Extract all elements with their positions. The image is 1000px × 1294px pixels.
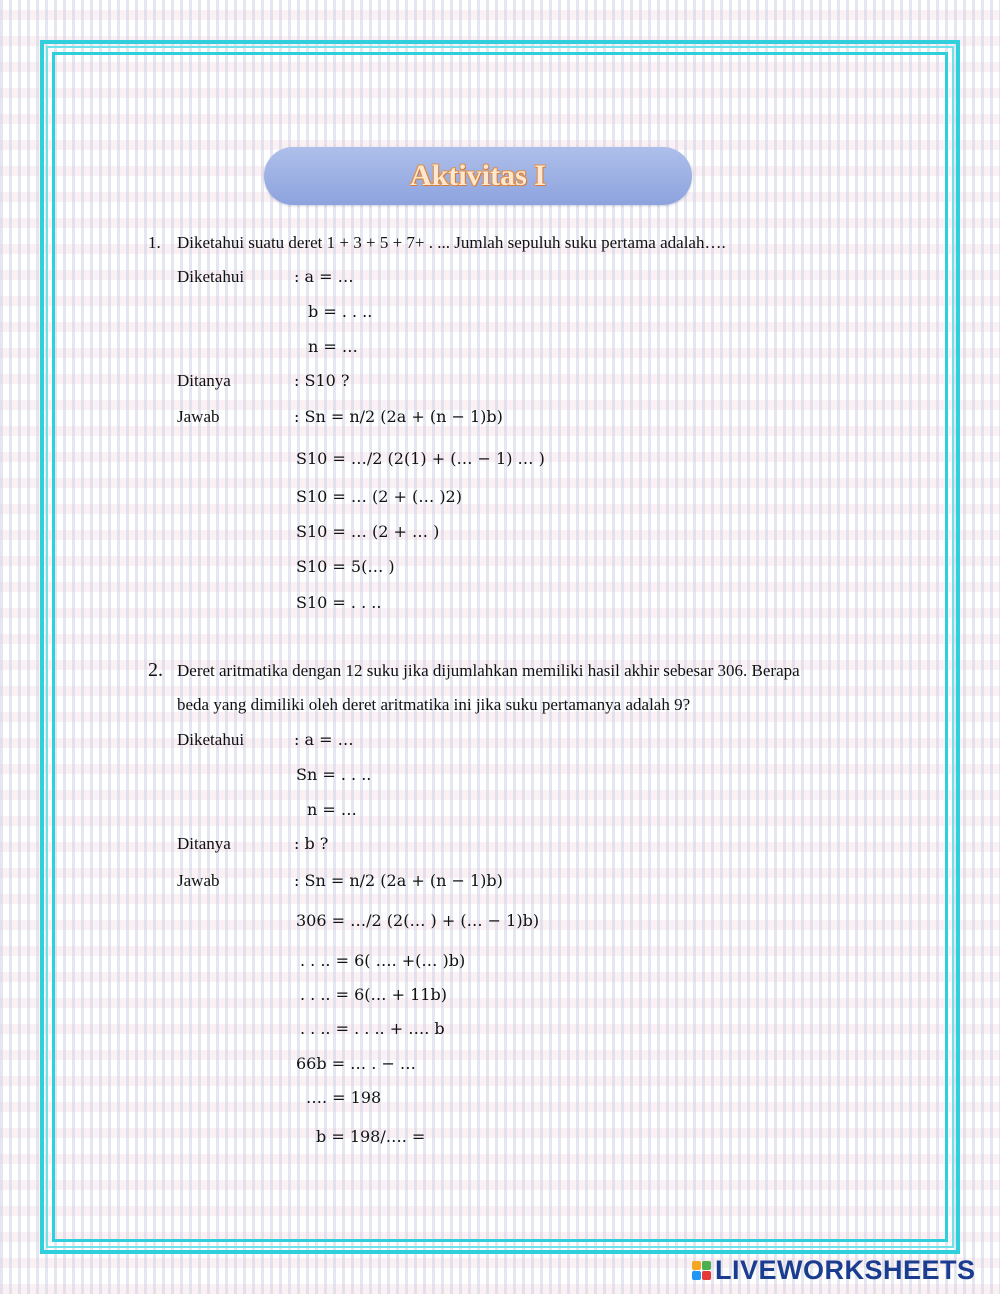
q2-step-3[interactable]: . . .. = 6(… + 11b) xyxy=(300,985,447,1004)
q1-step-4[interactable]: S10 = 5(… ) xyxy=(296,557,395,576)
q2-question-line-2: beda yang dimiliki oleh deret aritmatika ini jika suku pertamanya adalah 9? xyxy=(177,695,691,714)
q1-given-n[interactable]: n = … xyxy=(308,337,358,356)
q1-step-3[interactable]: S10 = … (2 + … ) xyxy=(296,522,440,541)
logo-tile-i xyxy=(702,1261,711,1270)
q1-diketahui-label: Diketahui xyxy=(177,267,245,286)
q2-number: 2. xyxy=(148,659,163,681)
q2-given-n[interactable]: n = … xyxy=(307,800,357,819)
q1-given-b[interactable]: b = . . .. xyxy=(308,302,373,321)
q1-ditanya-label: Ditanya xyxy=(177,371,231,390)
q2-step-2[interactable]: . . .. = 6( …. +(… )b) xyxy=(300,951,466,970)
brand-text: LIVEWORKSHEETS xyxy=(715,1254,976,1285)
q2-step-7[interactable]: b = 198/…. = xyxy=(316,1127,426,1146)
q2-diketahui-label: Diketahui xyxy=(177,730,245,749)
q1-jawab-label: Jawab xyxy=(177,407,220,426)
liveworksheets-logo-icon xyxy=(692,1261,711,1280)
q1-question: Diketahui suatu deret 1 + 3 + 5 + 7+ . ... Jumlah sepuluh suku pertama adalah…. xyxy=(177,233,726,252)
logo-tile-e xyxy=(702,1271,711,1280)
page-frame-inner xyxy=(52,52,948,1242)
q2-step-5[interactable]: 66b = … . − … xyxy=(296,1054,416,1073)
q1-number: 1. xyxy=(148,233,161,252)
q1-step-2[interactable]: S10 = … (2 + (… )2) xyxy=(296,487,462,506)
q2-formula: : Sn = n/2 (2a + (n − 1)b) xyxy=(294,871,503,890)
q1-step-1[interactable]: S10 = …/2 (2(1) + (… − 1) … ) xyxy=(296,449,545,468)
q1-formula: : Sn = n/2 (2a + (n − 1)b) xyxy=(294,407,503,426)
q2-jawab-label: Jawab xyxy=(177,871,220,890)
q2-given-a[interactable]: : a = … xyxy=(294,730,354,749)
q1-asked: : S10 ? xyxy=(294,371,350,390)
q2-ditanya-label: Ditanya xyxy=(177,834,231,853)
q2-asked: : b ? xyxy=(294,834,329,853)
q2-question-line-1: Deret aritmatika dengan 12 suku jika dijumlahkan memiliki hasil akhir sebesar 306. Berapa xyxy=(177,661,800,680)
title-banner xyxy=(264,147,692,205)
liveworksheets-brand xyxy=(692,1255,976,1285)
q2-step-1[interactable]: 306 = …/2 (2(… ) + (… − 1)b) xyxy=(296,911,540,930)
q2-given-sn[interactable]: Sn = . . .. xyxy=(296,765,372,784)
q1-step-5[interactable]: S10 = . . .. xyxy=(296,593,382,612)
q1-given-a[interactable]: : a = … xyxy=(294,267,354,286)
q2-step-4[interactable]: . . .. = . . .. + …. b xyxy=(300,1019,445,1038)
page-title: Aktivitas I xyxy=(410,159,546,192)
logo-tile-l xyxy=(692,1261,701,1270)
logo-tile-v xyxy=(692,1271,701,1280)
q2-step-6[interactable]: …. = 198 xyxy=(306,1088,382,1107)
